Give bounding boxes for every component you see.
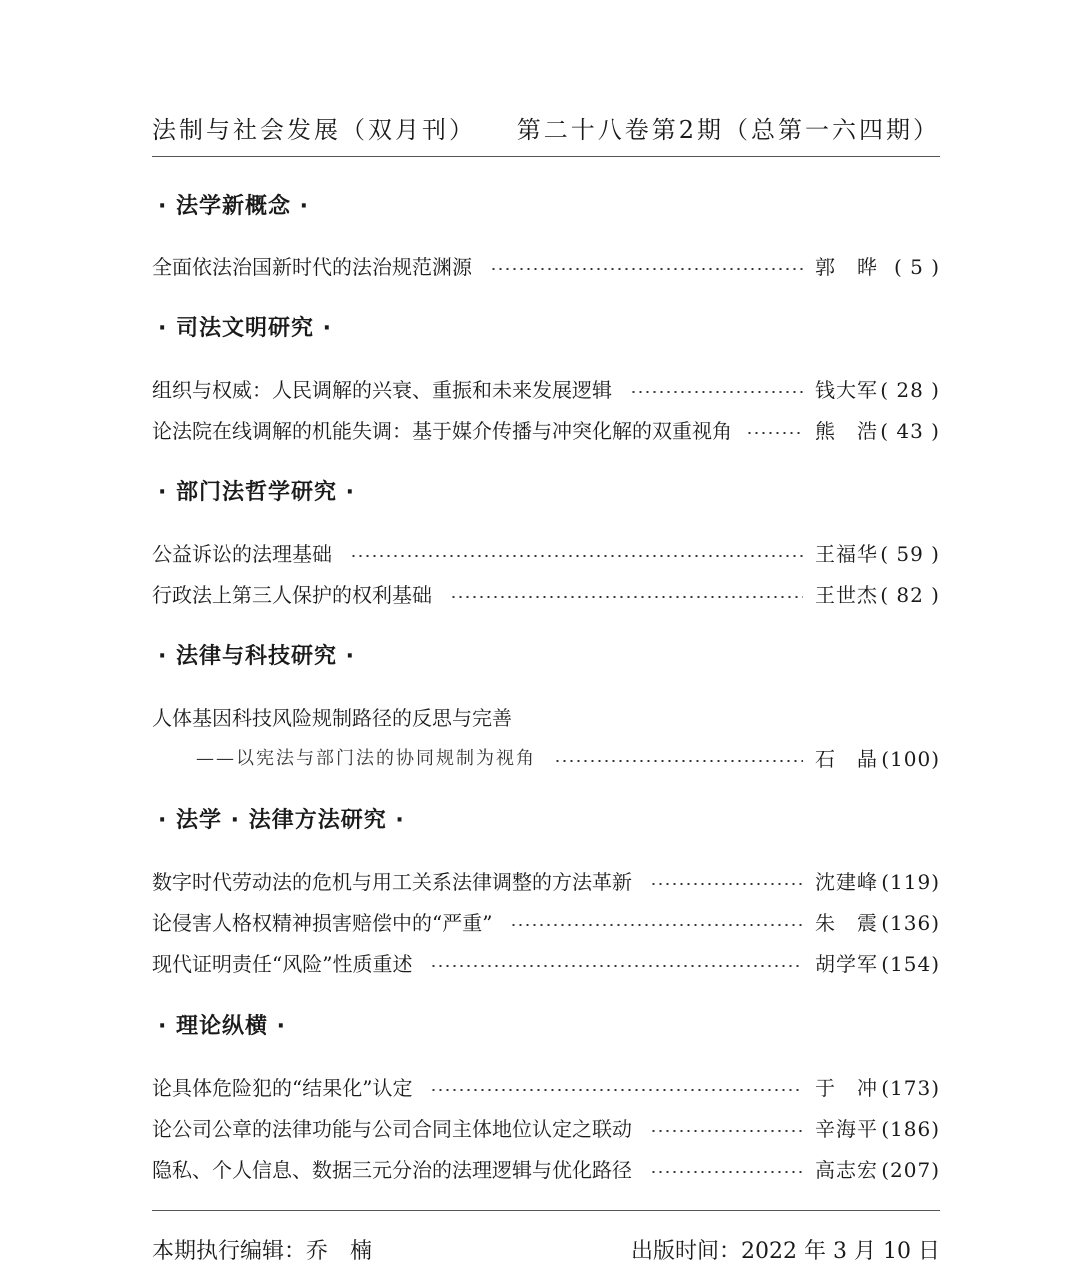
- leader-dots: [430, 1089, 803, 1091]
- toc-entry[interactable]: [152, 1155, 940, 1185]
- entry-author: 王世杰: [815, 583, 878, 607]
- running-header: [152, 112, 940, 157]
- entry-page: (186): [881, 1117, 940, 1141]
- journal-title: 法制与社会发展（双月刊）: [152, 116, 476, 144]
- leader-dots: [350, 555, 803, 557]
- section-title: · 法学 · 法律方法研究 ·: [158, 808, 405, 833]
- leader-dots: [430, 965, 803, 967]
- entry-title: 论具体危险犯的“结果化”认定: [152, 1076, 413, 1100]
- section-title: · 理论纵横 ·: [158, 1014, 287, 1039]
- entry-author: 胡学军: [815, 952, 878, 976]
- toc-entry[interactable]: [152, 908, 940, 938]
- leader-dots: [630, 391, 803, 393]
- footer: [152, 1236, 940, 1268]
- entry-page: (207): [881, 1158, 940, 1182]
- entry-author: 郭 晔: [815, 255, 878, 279]
- leader-dots: [554, 760, 803, 762]
- entry-title: 现代证明责任“风险”性质重述: [152, 952, 413, 976]
- entry-author: 沈建峰: [815, 870, 878, 894]
- toc-entry[interactable]: [152, 949, 940, 979]
- entry-title: 数字时代劳动法的危机与用工关系法律调整的方法革新: [152, 870, 632, 894]
- entry-page: (100): [881, 747, 940, 771]
- entry-title: 人体基因科技风险规制路径的反思与完善: [152, 706, 512, 730]
- entry-title: 组织与权威：人民调解的兴衰、重振和未来发展逻辑: [152, 378, 612, 402]
- issue-info: 第二十八卷第2期（总第一六四期）: [516, 116, 940, 144]
- footer-divider: [152, 1210, 940, 1211]
- leader-dots: [746, 432, 803, 434]
- entry-title: 行政法上第三人保护的权利基础: [152, 583, 432, 607]
- toc-entry[interactable]: [152, 580, 940, 610]
- entry-page: (173): [881, 1076, 940, 1100]
- entry-title: 论侵害人格权精神损害赔偿中的“严重”: [152, 911, 493, 935]
- toc-entry[interactable]: [152, 539, 940, 569]
- entry-page: (136): [881, 911, 940, 935]
- executive-editor: 本期执行编辑：乔 楠: [152, 1239, 373, 1264]
- entry-page: ( 28 ): [880, 378, 940, 402]
- toc-entry[interactable]: [152, 1073, 940, 1103]
- toc-entry[interactable]: [152, 1114, 940, 1144]
- entry-author: 辛海平: [815, 1117, 878, 1141]
- leader-dots: [450, 596, 803, 598]
- entry-title: 论法院在线调解的机能失调：基于媒介传播与冲突化解的双重视角: [152, 419, 732, 443]
- leader-dots: [650, 883, 803, 885]
- entry-page: ( 59 ): [880, 542, 940, 566]
- toc-entry[interactable]: [152, 252, 940, 282]
- entry-author: 于 冲: [815, 1076, 878, 1100]
- leader-dots: [490, 268, 803, 270]
- leader-dots: [510, 924, 803, 926]
- toc-entry[interactable]: [152, 416, 940, 446]
- entry-author: 石 晶: [815, 747, 878, 771]
- section-title: · 法律与科技研究 ·: [158, 644, 356, 669]
- leader-dots: [650, 1171, 803, 1173]
- entry-author: 钱大军: [815, 378, 878, 402]
- publication-date: 出版时间：2022 年 3 月 10 日: [631, 1239, 940, 1264]
- entry-author: 高志宏: [815, 1158, 878, 1182]
- entry-page: (119): [881, 870, 940, 894]
- section-title: · 司法文明研究 ·: [158, 316, 333, 341]
- entry-title: 隐私、个人信息、数据三元分治的法理逻辑与优化路径: [152, 1158, 632, 1182]
- entry-title: 全面依法治国新时代的法治规范渊源: [152, 255, 472, 279]
- toc-entry-subtitle[interactable]: [152, 744, 940, 774]
- entry-page: (154): [881, 952, 940, 976]
- entry-page: ( 43 ): [880, 419, 940, 443]
- section-title: · 部门法哲学研究 ·: [158, 480, 356, 505]
- entry-subtitle: ——以宪法与部门法的协同规制为视角: [196, 748, 536, 769]
- toc-entry[interactable]: [152, 867, 940, 897]
- entry-author: 朱 震: [815, 911, 878, 935]
- section-title: · 法学新概念 ·: [158, 194, 310, 219]
- toc-entry[interactable]: [152, 703, 940, 733]
- entry-page: ( 5 ): [893, 255, 940, 279]
- entry-page: ( 82 ): [880, 583, 940, 607]
- entry-author: 王福华: [815, 542, 878, 566]
- toc-page: [152, 0, 940, 1287]
- entry-author: 熊 浩: [815, 419, 878, 443]
- entry-title: 公益诉讼的法理基础: [152, 542, 332, 566]
- entry-title: 论公司公章的法律功能与公司合同主体地位认定之联动: [152, 1117, 632, 1141]
- leader-dots: [650, 1130, 803, 1132]
- toc-entry[interactable]: [152, 375, 940, 405]
